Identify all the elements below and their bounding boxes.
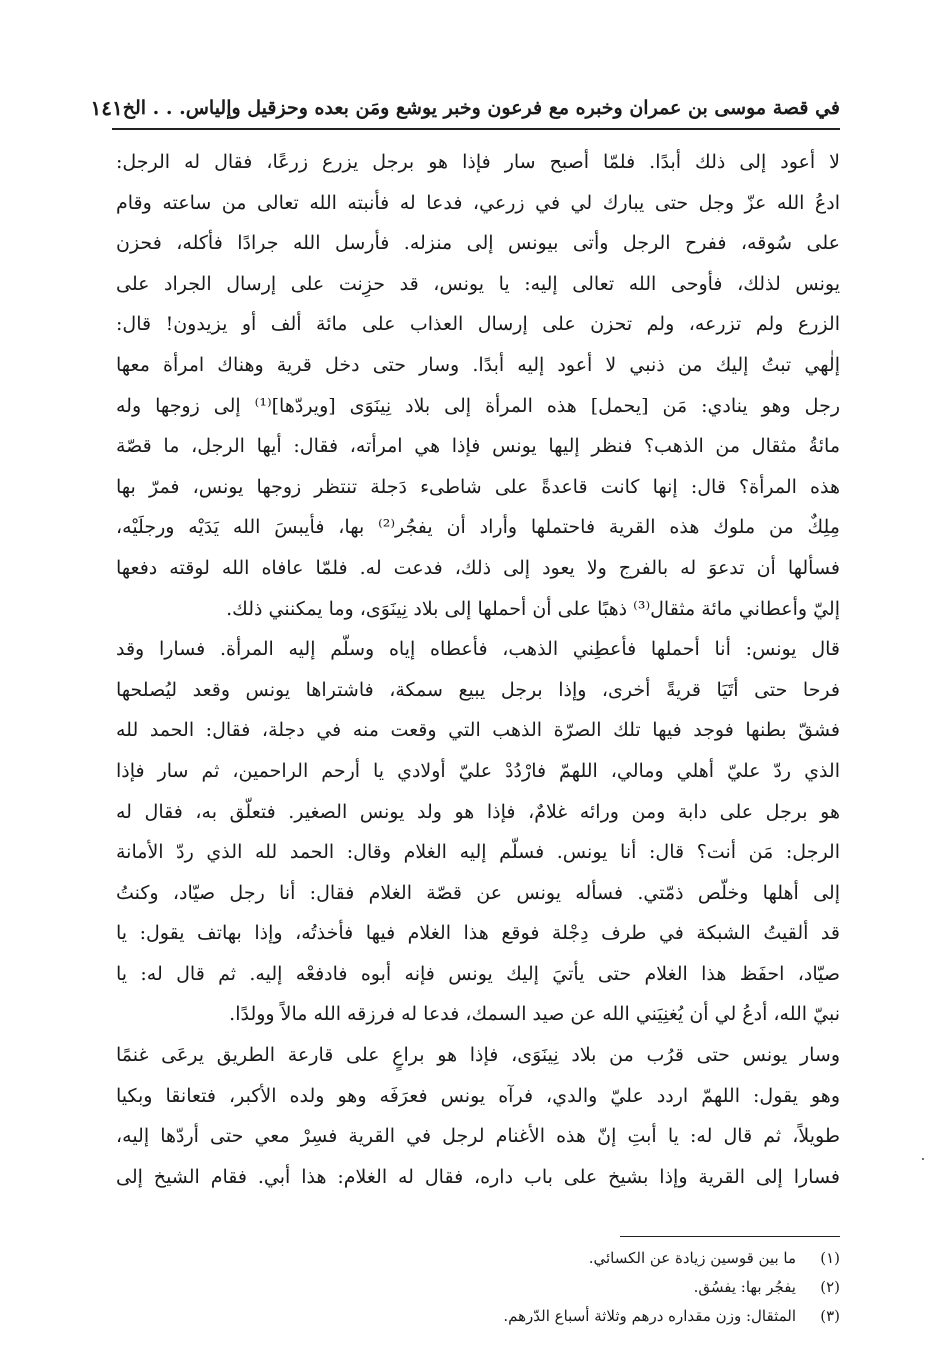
footnotes — [360, 1244, 840, 1331]
text-line: وهو يقول: اللهمّ اردد عليّ والدي، فرآه يونس فعرَفَه وهو ولده الأكبر، فتعانقا وبكيا — [116, 1084, 840, 1107]
text-line: هو برجل على دابة ومن ورائه غلامٌ، فإذا هو ولد يونس الصغير. فتعلّق به، فقال له — [116, 800, 840, 823]
text-line: فسألها أن تدعوَ له بالفرج ولا يعود إلى ذلك، فدعت له. فلمّا عافاه الله لوقته دفعها — [116, 556, 840, 579]
text-line: مائةُ مثقال من الذهب؟ فنظر إليها يونس فإذا هي امرأته، فقال: أيها الرجل، ما قصّة — [116, 435, 840, 458]
text-line: فسارا إلى القرية وإذا بشيخ على باب داره، فقال له الغلام: هذا أبي. فقام الشيخ إلى — [116, 1165, 840, 1188]
page-number: ١٤١ — [90, 96, 123, 120]
running-header — [90, 88, 840, 130]
text-line: الذي ردّ عليّ أهلي ومالي، اللهمّ فارْدُدْ عليّ أولادي يا أرحم الراحمين، ثم سار فإذا — [116, 759, 840, 782]
text-line: هذه المرأة؟ قال: إنها كانت قاعدةً على شاطىء دَجلة تنتظر زوجها يونس، فمرّ بها — [116, 475, 840, 498]
footnote-3 — [360, 1302, 840, 1331]
footnote-text: المثقال: وزن مقداره درهم وثلاثة أسباع الدّرهم. — [503, 1307, 796, 1325]
text-line: الرجل: مَن أنت؟ قال: أنا يونس. فسلّم إليه الغلام وقال: الحمد لله الذي ردّ الأمانة — [116, 841, 840, 864]
text-line: طويلاً، ثم قال له: يا أبتِ إنّ هذه الأغنام لرجل في القرية فسِرْ معي حتى أردّها إليه، — [116, 1125, 840, 1148]
footnote-text: ما بين قوسين زيادة عن الكسائي. — [588, 1249, 796, 1267]
text-line: إليّ وأعطاني مائة مثقال⁽³⁾ ذهبًا على أن أحملها إلى بلاد نِينَوَى، وما يمكنني ذلك. — [226, 597, 840, 620]
footnote-1 — [360, 1244, 840, 1273]
text-line: فشقّ بطنها فوجد فيها تلك الصرّة الذهب التي وقعت منه في دجلة، فقال: الحمد لله — [116, 719, 840, 742]
text-line: قد ألقيتُ الشبكة في طرف دِجْلة فوقع هذا الغلام فيها فأخذتُه، وإذا بهاتف يقول: يا — [116, 922, 840, 945]
footnote-2 — [360, 1273, 840, 1302]
text-line: رجل وهو ينادي: مَن [يحمل] هذه المرأة إلى بلاد نِينَوَى [ويردّها]⁽¹⁾ إلى زوجها وله — [116, 394, 840, 417]
footnote-text: يفجُر بها: يفسُق. — [693, 1278, 796, 1296]
running-title: في قصة موسى بن عمران وخبره مع فرعون وخبر يوشع ومَن بعده وحزقيل وإلياس. . . الخ — [122, 97, 840, 119]
text-line: صيّاد، احفَظ هذا الغلام حتى يأتيَ إليك يونس فإنه أبوه فادفعْه إليه. ثم قال له: يا — [116, 962, 840, 985]
footnote-marker: (٢) — [820, 1278, 840, 1296]
scan-speck — [922, 1158, 924, 1160]
text-line: ادعُ الله عزّ وجل حتى يبارك لي في زرعي، فدعا له فأنبته الله تعالى من ساعته وقام — [116, 191, 840, 214]
text-line: مِلِكٌ من ملوك هذه القرية فاحتملها وأراد أن يفجُر⁽²⁾ بها، فأيبسَ الله يَدَيْه ورجلَيْه، — [116, 516, 840, 539]
text-line: الزرع ولم تزرعه، ولم تحزن على إرسال العذاب على مائة ألف أو يزيدون! قال: — [116, 313, 840, 336]
text-line: إلى أهلها وخلّص ذمّتي. فسأله يونس عن قصّة الغلام فقال: أنا رجل صيّاد، وكنتُ — [116, 881, 840, 904]
footnote-marker: (١) — [820, 1249, 840, 1267]
main-text — [116, 142, 840, 1197]
footnote-marker: (٣) — [820, 1307, 840, 1325]
text-line: نبيّ الله، أدعُ لي أن يُغنِيَني الله عن صيد السمك، فدعا له فرزقه الله مالاً وولدًا. — [229, 1003, 840, 1026]
text-line: لا أعود إلى ذلك أبدًا. فلمّا أصبح سار فإذا هو برجل يزرع زرعًا، فقال له الرجل: — [116, 151, 840, 173]
text-line: وسار يونس حتى قرُب من بلاد نِينَوَى، فإذا هو براعٍ على قارعة الطريق يرعَى غنمًا — [116, 1044, 840, 1067]
text-line: يونس لذلك، فأوحى الله تعالى إليه: يا يونس، قد حزِنت على إرسال الجراد على — [116, 272, 840, 295]
text-line: قال يونس: أنا أحملها فأعطِني الذهب، فأعطاه إياه وسلّم إليه المرأة. فسارا وقد — [116, 638, 840, 661]
text-line: إلٰهي تبتُ إليك من ذنبي لا أعود إليه أبدًا. وسار حتى دخل قرية وهناك امرأة معها — [116, 353, 840, 376]
text-line: على سُوقه، ففرح الرجل وأتى بيونس إلى منزله. فأرسل الله جرادًا فأكله، فحزن — [116, 232, 840, 255]
text-line: فرحا حتى أتَيَا قريةً أخرى، وإذا برجل يبيع سمكة، فاشتراها يونس وقعد ليُصلحها — [116, 678, 840, 701]
footnote-separator — [620, 1236, 840, 1237]
